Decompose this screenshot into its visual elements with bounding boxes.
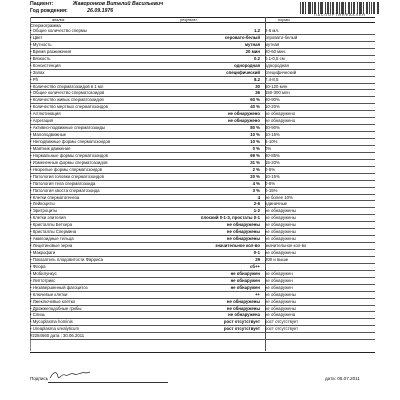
table-row <box>30 63 375 70</box>
table-row <box>30 319 375 326</box>
table-row <box>30 312 375 319</box>
row-name: • Неподвижные формы сперматозоидов <box>30 139 111 144</box>
row-norm: 2-6 мл. <box>265 28 280 33</box>
row-name: • Ph <box>30 76 38 82</box>
table-row <box>30 56 375 63</box>
row-name: • Малоподвижные <box>30 132 67 138</box>
row-norm: 10-20% <box>265 104 280 110</box>
row-norm: не обнаружен <box>265 284 293 290</box>
row-name: • Патология тела сперматозоида <box>30 180 96 186</box>
table-row <box>30 333 375 340</box>
row-result: 10 % <box>250 139 260 144</box>
table-row <box>30 188 375 195</box>
patient-name: Жаворонков Виталий Васильевич <box>72 1 164 7</box>
row-norm: не более 10% <box>265 194 293 200</box>
row-result: сб++ <box>249 263 260 269</box>
row-name: • Маятник движение <box>30 145 71 151</box>
row-norm: не обнаружен <box>265 270 293 276</box>
row-result: мутная <box>244 41 260 47</box>
row-result: рост отсутствует <box>223 319 260 325</box>
row-result: 2-6 <box>253 201 260 207</box>
barcode-caption: ПАСПОРТИНФАКЛЕН <box>314 13 366 17</box>
table-row <box>30 264 375 271</box>
row-name: • Лейкоциты <box>30 201 55 207</box>
row-norm: 60-120 млн <box>265 83 288 89</box>
table-row <box>30 201 375 208</box>
table-row <box>30 181 375 188</box>
row-result: не обнаружены <box>226 229 260 235</box>
row-name: • Mycoplasma hominis <box>30 319 73 325</box>
table-row <box>30 229 375 236</box>
row-result: не обнаружен <box>230 277 260 283</box>
table-row <box>30 132 375 139</box>
row-name: • Незавершенный фагоцитоз <box>30 284 88 290</box>
row-norm: не обнаружены <box>265 229 296 235</box>
row-name: • Время разжижения <box>30 48 72 54</box>
table-row <box>30 153 375 160</box>
row-norm: не обнаружены <box>265 215 296 221</box>
table-row <box>30 215 375 222</box>
table-row <box>30 250 375 257</box>
table-row <box>30 49 375 56</box>
row-name: • Кристаллы Бетхера <box>30 222 73 228</box>
row-name: • Ключевые клетки <box>30 291 68 297</box>
row-name: • Нормальные формы сперматозоидов <box>30 152 108 158</box>
row-norm: не обнаружено <box>265 118 296 124</box>
row-norm: 0,1-0,5 см <box>265 55 285 61</box>
row-result: 1.2 <box>254 28 260 33</box>
table-row <box>30 292 375 299</box>
row-norm: 0-15% <box>265 187 278 193</box>
row-result: 4 <box>257 194 260 200</box>
dob-line <box>30 8 113 14</box>
row-name: • Мутность <box>30 41 52 47</box>
row-result: однородная <box>234 62 260 68</box>
row-name: • Клетки сперматогенеза <box>30 194 80 200</box>
table-row <box>30 160 375 167</box>
row-result: 2 % <box>252 166 260 172</box>
table-row <box>30 236 375 243</box>
row-norm: не обнаружены <box>265 250 296 255</box>
table-row <box>30 222 375 229</box>
row-result: плоский 0-1-3, простаты 0-1 <box>200 215 260 221</box>
row-name: • Мобилункус <box>30 270 57 276</box>
row-result: не обнаружены <box>226 298 260 304</box>
table-row <box>30 195 375 202</box>
row-result: 20 мин <box>245 48 260 54</box>
table-row <box>30 174 375 181</box>
row-name: • Агрегация <box>30 118 53 124</box>
col-norm: нормы <box>278 17 290 22</box>
row-norm: серовато-белый <box>265 34 298 40</box>
table-row <box>30 257 375 264</box>
row-norm: 10-15% <box>265 132 280 138</box>
row-norm: не обнаружены <box>265 298 296 304</box>
col-analysis: анализ <box>52 17 65 22</box>
row-norm: мутная <box>265 41 280 47</box>
table-bottom-border <box>30 352 375 353</box>
signature-line <box>48 382 168 383</box>
row-norm: 80-90% <box>265 125 280 131</box>
row-norm: 0-5% <box>265 166 276 172</box>
row-result: 36 <box>255 90 260 96</box>
row-norm: 10-15% <box>265 173 280 179</box>
table-row <box>30 271 375 278</box>
table-row <box>30 111 375 118</box>
row-result: 31 % <box>250 159 260 165</box>
table-row <box>30 208 375 215</box>
row-result: не обнаружен <box>230 270 260 276</box>
table-row <box>30 35 375 42</box>
row-result: 0.2 <box>254 55 260 61</box>
row-result: рост отсутствует <box>223 326 260 332</box>
row-result: ++ <box>254 291 260 297</box>
row-norm: 20-60 мин. <box>265 48 287 54</box>
dob-label: Год рождения: <box>30 8 68 14</box>
table-row <box>30 167 375 174</box>
row-name: • Количество живых сперматозоидов <box>30 97 104 103</box>
patient-line <box>30 1 163 7</box>
table-row <box>30 28 375 35</box>
row-name: • Лептотрикс <box>30 277 56 283</box>
table-row <box>30 285 375 292</box>
row-norm: 80-85% <box>265 152 280 158</box>
section-title: Спермограмма <box>30 23 61 28</box>
row-name: • Цвет <box>30 34 43 40</box>
row-result: 69 % <box>250 152 260 158</box>
row-result: 10 % <box>250 132 260 138</box>
row-name: • Макрофаги <box>30 250 56 255</box>
row-name: • Общее количество спермы <box>30 28 87 33</box>
signature-scribble <box>48 369 92 381</box>
row-name: • Лецитиновые зерна <box>30 243 73 249</box>
row-norm: единичные <box>265 201 288 207</box>
row-norm: 15-20% <box>265 159 280 165</box>
row-result: 8.2 <box>254 76 260 82</box>
row-name: #2284660 дата : 30.06.2011 <box>30 333 85 339</box>
row-result: 0 % <box>252 145 260 151</box>
column-header <box>30 17 375 23</box>
row-name: • Агглютинация <box>30 111 61 117</box>
row-name: • Патология головки сперматозоидов <box>30 173 104 179</box>
dob-value: 26.09.1976 <box>87 8 114 14</box>
row-result: не обнаружены <box>226 236 260 242</box>
row-result: не обнаружены <box>226 305 260 311</box>
row-result: не обнаружены <box>226 222 260 228</box>
row-norm: 0% <box>265 145 272 151</box>
row-norm: 0-5% <box>265 180 276 186</box>
row-norm: не обнаружен <box>265 277 293 283</box>
table-row <box>30 125 375 132</box>
row-result: 60 % <box>250 97 260 103</box>
table-row <box>30 97 375 104</box>
row-norm: специфический <box>265 69 297 75</box>
row-name: • Консистенция <box>30 62 61 68</box>
patient-label: Пациент: <box>30 1 54 7</box>
row-result: специфический <box>226 69 260 75</box>
table-row <box>30 104 375 111</box>
row-norm: значительное кол-во <box>265 243 307 249</box>
row-result: не обнаружен <box>230 284 260 290</box>
row-name: • Ureaplasma urealyticum <box>30 326 80 332</box>
row-norm: не обнаружено <box>265 111 296 117</box>
row-result: не обнаружено <box>227 118 260 124</box>
table-row <box>30 306 375 313</box>
row-name: • Измененные формы сперматозоидов <box>30 159 108 165</box>
signature-label: Подпись <box>30 376 49 381</box>
row-norm: рост отсутствует <box>265 319 299 325</box>
row-norm: не обнаружена <box>265 312 296 318</box>
row-name: • Лжеключевые клетки <box>30 298 75 304</box>
row-name: • Дрожжеподобные грибы <box>30 305 82 311</box>
row-result: 20 % <box>250 173 260 179</box>
row-name: • Незрелые формы сперматозоидов <box>30 166 103 172</box>
row-result: 80 % <box>250 125 260 131</box>
row-norm: не обнаружены <box>265 208 296 214</box>
row-norm: однородная <box>265 62 289 68</box>
row-norm: рост отсутствует <box>265 326 299 332</box>
table-row <box>30 90 375 97</box>
table-row <box>30 326 375 333</box>
table-row <box>30 243 375 250</box>
row-norm: не обнаружены <box>265 291 296 297</box>
table-row <box>30 84 375 91</box>
row-result: значительное кол-во <box>215 243 260 249</box>
row-name: • Общее количество сперматозоидов <box>30 90 105 96</box>
results-table <box>30 28 375 340</box>
col-result: результат <box>180 17 198 22</box>
row-norm: 6-10% <box>265 139 278 144</box>
row-name: • Амилоидные тельца <box>30 236 74 242</box>
row-name: • Количество мертвых сперматозоидов <box>30 104 108 110</box>
row-norm: 200 и выше <box>265 256 289 262</box>
row-result: серовато-белый <box>224 34 260 40</box>
table-row <box>30 278 375 285</box>
row-name: • Запах <box>30 69 45 75</box>
row-norm: 150-300 млн <box>265 90 290 96</box>
row-name: • Патология хвоста сперматозоида <box>30 187 100 193</box>
row-result: не обнаружено <box>227 111 260 117</box>
table-row <box>30 146 375 153</box>
row-result: 29 <box>255 256 260 262</box>
row-name: • Активно-подвижные сперматозоиды <box>30 125 106 131</box>
row-norm: не обнаружены <box>265 222 296 228</box>
table-row <box>30 118 375 125</box>
row-result: 0-1 <box>253 250 260 255</box>
row-result: 40 % <box>250 104 260 110</box>
table-row <box>30 70 375 77</box>
row-name: • Эритроциты <box>30 208 58 214</box>
row-norm: 7,4-8,5 <box>265 76 279 82</box>
row-name: • Слизь <box>30 312 45 318</box>
row-result: 30 <box>255 83 260 89</box>
row-norm: 80-90% <box>265 97 280 103</box>
row-norm: не обнаружены <box>265 236 296 242</box>
row-result: 3 % <box>252 187 260 193</box>
row-result: 4 % <box>252 180 260 186</box>
row-name: • Показатель плодовитости Фарриса <box>30 256 104 262</box>
row-name: • Вязкость <box>30 55 51 61</box>
row-norm: не обнаружены <box>265 305 296 311</box>
row-name: • Флора <box>30 263 46 269</box>
row-result: не обнаружена <box>228 312 260 318</box>
table-row <box>30 139 375 146</box>
table-row <box>30 77 375 84</box>
row-name: • Кристаллы Спермина <box>30 229 77 235</box>
row-name: • Клетки эпителия <box>30 215 66 221</box>
table-row <box>30 299 375 306</box>
row-name: • Количество сперматозоидов в 1 мл <box>30 83 104 89</box>
table-row <box>30 42 375 49</box>
print-date: дата: 05.07.2011 <box>325 376 360 381</box>
row-result: 1-2 <box>253 208 260 214</box>
